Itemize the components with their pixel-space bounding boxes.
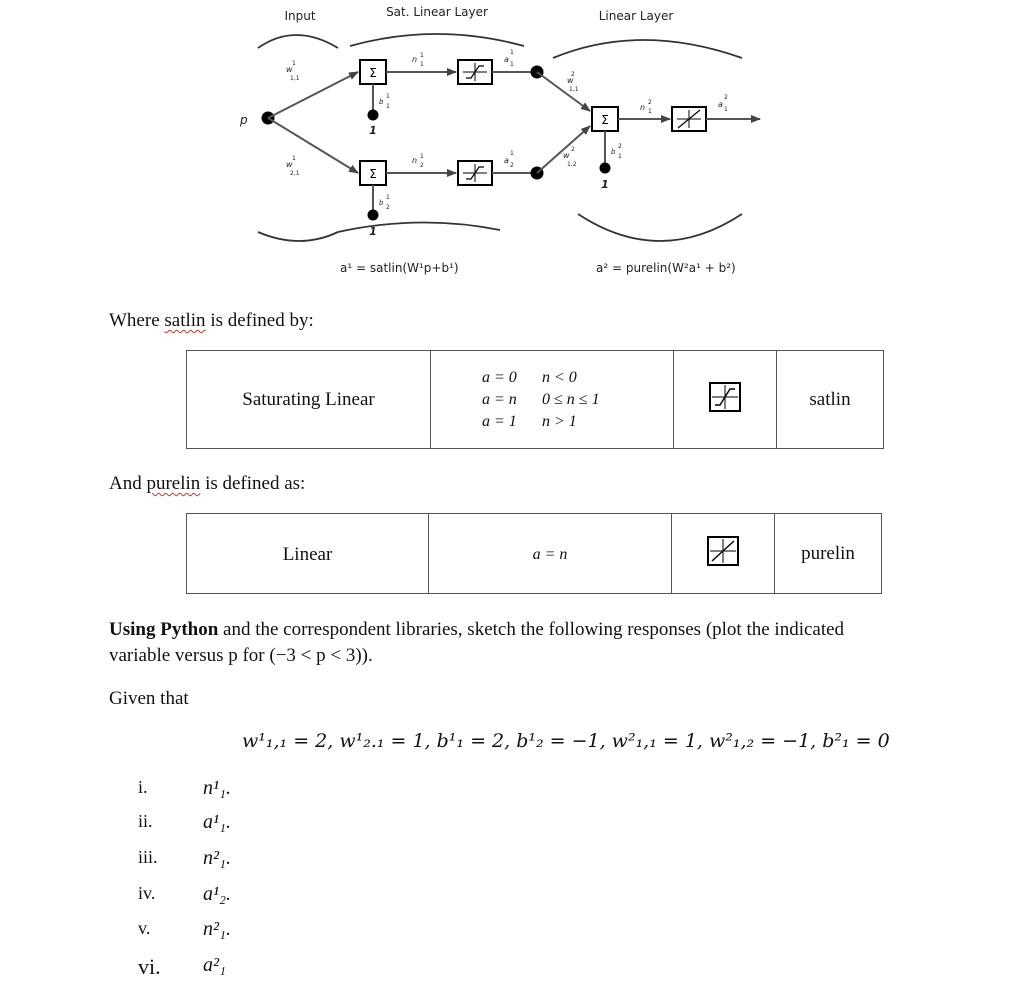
svg-text:2: 2: [386, 204, 390, 211]
svg-text:1: 1: [292, 155, 296, 162]
brace-linear-bottom: [578, 214, 742, 241]
output-a21: a: [504, 156, 509, 165]
header-linear-layer: Linear Layer: [598, 9, 674, 23]
svg-text:2: 2: [724, 94, 728, 101]
bias-node-1: [368, 110, 379, 121]
list-item: iii. n²₁.: [138, 847, 231, 869]
list-item: vi. a²₁: [138, 954, 226, 979]
svg-text:1: 1: [510, 150, 514, 157]
purelin-icon-cell: [672, 514, 775, 594]
output-a11: a: [504, 55, 509, 64]
header-input: Input: [284, 9, 316, 23]
satlin-name-cell: Saturating Linear: [187, 351, 431, 449]
svg-text:1: 1: [386, 194, 390, 201]
svg-text:2,1: 2,1: [290, 170, 300, 177]
svg-text:2: 2: [648, 99, 652, 106]
sum-symbol-2: Σ: [369, 167, 377, 181]
sum-symbol-1: Σ: [369, 66, 377, 80]
bias-node-3: [600, 163, 611, 174]
svg-text:1,2: 1,2: [567, 161, 577, 168]
svg-text:1: 1: [420, 61, 424, 68]
input-p-label: p: [240, 113, 248, 127]
bias-one-1: 1: [369, 124, 377, 137]
bias-one-3: 1: [601, 178, 609, 191]
satlin-icon: [709, 382, 741, 412]
bias-b11: b: [379, 98, 384, 106]
brace-sat-top: [350, 34, 524, 46]
svg-text:1: 1: [510, 49, 514, 56]
svg-text:1: 1: [618, 153, 622, 160]
equation-layer1: a¹ = satlin(W¹p+b¹): [340, 261, 459, 275]
connection-p-n2: [268, 118, 358, 173]
brace-sat-bottom: [258, 222, 500, 241]
svg-text:1: 1: [292, 60, 296, 67]
weight-w211: w: [567, 76, 574, 85]
weight-w111: w: [286, 65, 293, 74]
given-label: Given that: [109, 688, 189, 709]
net-input-n12: n: [640, 103, 646, 112]
purelin-relation-cell: a = n: [429, 514, 672, 594]
purelin-function-cell: purelin: [775, 514, 882, 594]
weight-w121: w: [286, 160, 293, 169]
svg-text:1: 1: [648, 108, 652, 115]
purelin-icon: [707, 536, 739, 566]
net-input-n21: n: [412, 156, 418, 165]
svg-text:1,1: 1,1: [569, 86, 579, 93]
svg-text:2: 2: [571, 146, 575, 153]
equation-layer2: a² = purelin(W²a¹ + b²): [596, 261, 736, 275]
given-equation: w¹₁,₁ = 2, w¹₂.₁ = 1, b¹₁ = 2, b¹₂ = −1, w²₁,₁ = 1, w²₁,₂ = −1, b²₁ = 0: [242, 730, 890, 752]
header-sat-linear-layer: Sat. Linear Layer: [386, 5, 488, 19]
instruction-text: Using Python and the correspondent libraries, sketch the following responses (plot the indicated variable versus p for (−3 < p < 3)).: [109, 619, 845, 666]
brace-linear-top: [553, 40, 742, 58]
svg-text:1: 1: [420, 52, 424, 59]
list-item: i. n¹₁.: [138, 777, 231, 799]
svg-text:2: 2: [618, 143, 622, 150]
connection-a21-n12: [537, 126, 590, 173]
satlin-keyword: satlin: [164, 310, 206, 331]
sum-symbol-3: Σ: [601, 113, 609, 127]
svg-text:1,1: 1,1: [290, 75, 300, 82]
satlin-intro: Where satlin is defined by:: [109, 310, 314, 331]
instruction-bold: Using Python: [109, 619, 219, 640]
svg-text:1: 1: [510, 61, 514, 68]
svg-text:2: 2: [420, 162, 424, 169]
weight-w212: w: [563, 151, 570, 160]
purelin-intro: And purelin is defined as:: [109, 473, 306, 494]
satlin-function-cell: satlin: [777, 351, 884, 449]
svg-text:2: 2: [571, 71, 575, 78]
connection-p-n1: [268, 72, 358, 118]
satlin-cases: a = 0 n < 0 a = n 0 ≤ n ≤ 1 a = 1 n > 1: [482, 368, 600, 430]
svg-text:1: 1: [420, 153, 424, 160]
purelin-keyword: purelin: [146, 473, 201, 494]
satlin-table: [186, 350, 884, 449]
list-item: ii. a¹₁.: [138, 811, 231, 833]
connection-a11-n12: [537, 72, 590, 111]
svg-text:1: 1: [724, 106, 728, 113]
bias-b12: b: [611, 148, 616, 156]
bias-node-2: [368, 210, 379, 221]
network-diagram: [0, 0, 1024, 290]
purelin-table: [186, 513, 882, 594]
svg-text:2: 2: [510, 162, 514, 169]
purelin-name-cell: Linear: [187, 514, 429, 594]
satlin-icon-cell: [674, 351, 777, 449]
net-input-n11: n: [412, 55, 418, 64]
svg-text:1: 1: [386, 103, 390, 110]
bias-one-2: 1: [369, 225, 377, 238]
svg-text:1: 1: [386, 93, 390, 100]
bias-b21: b: [379, 199, 384, 207]
brace-input: [258, 35, 338, 48]
satlin-cases-cell: [431, 351, 674, 449]
list-item: v. n²₁.: [138, 918, 231, 940]
output-a12: a: [718, 100, 723, 109]
list-item: iv. a¹₂.: [138, 883, 231, 905]
